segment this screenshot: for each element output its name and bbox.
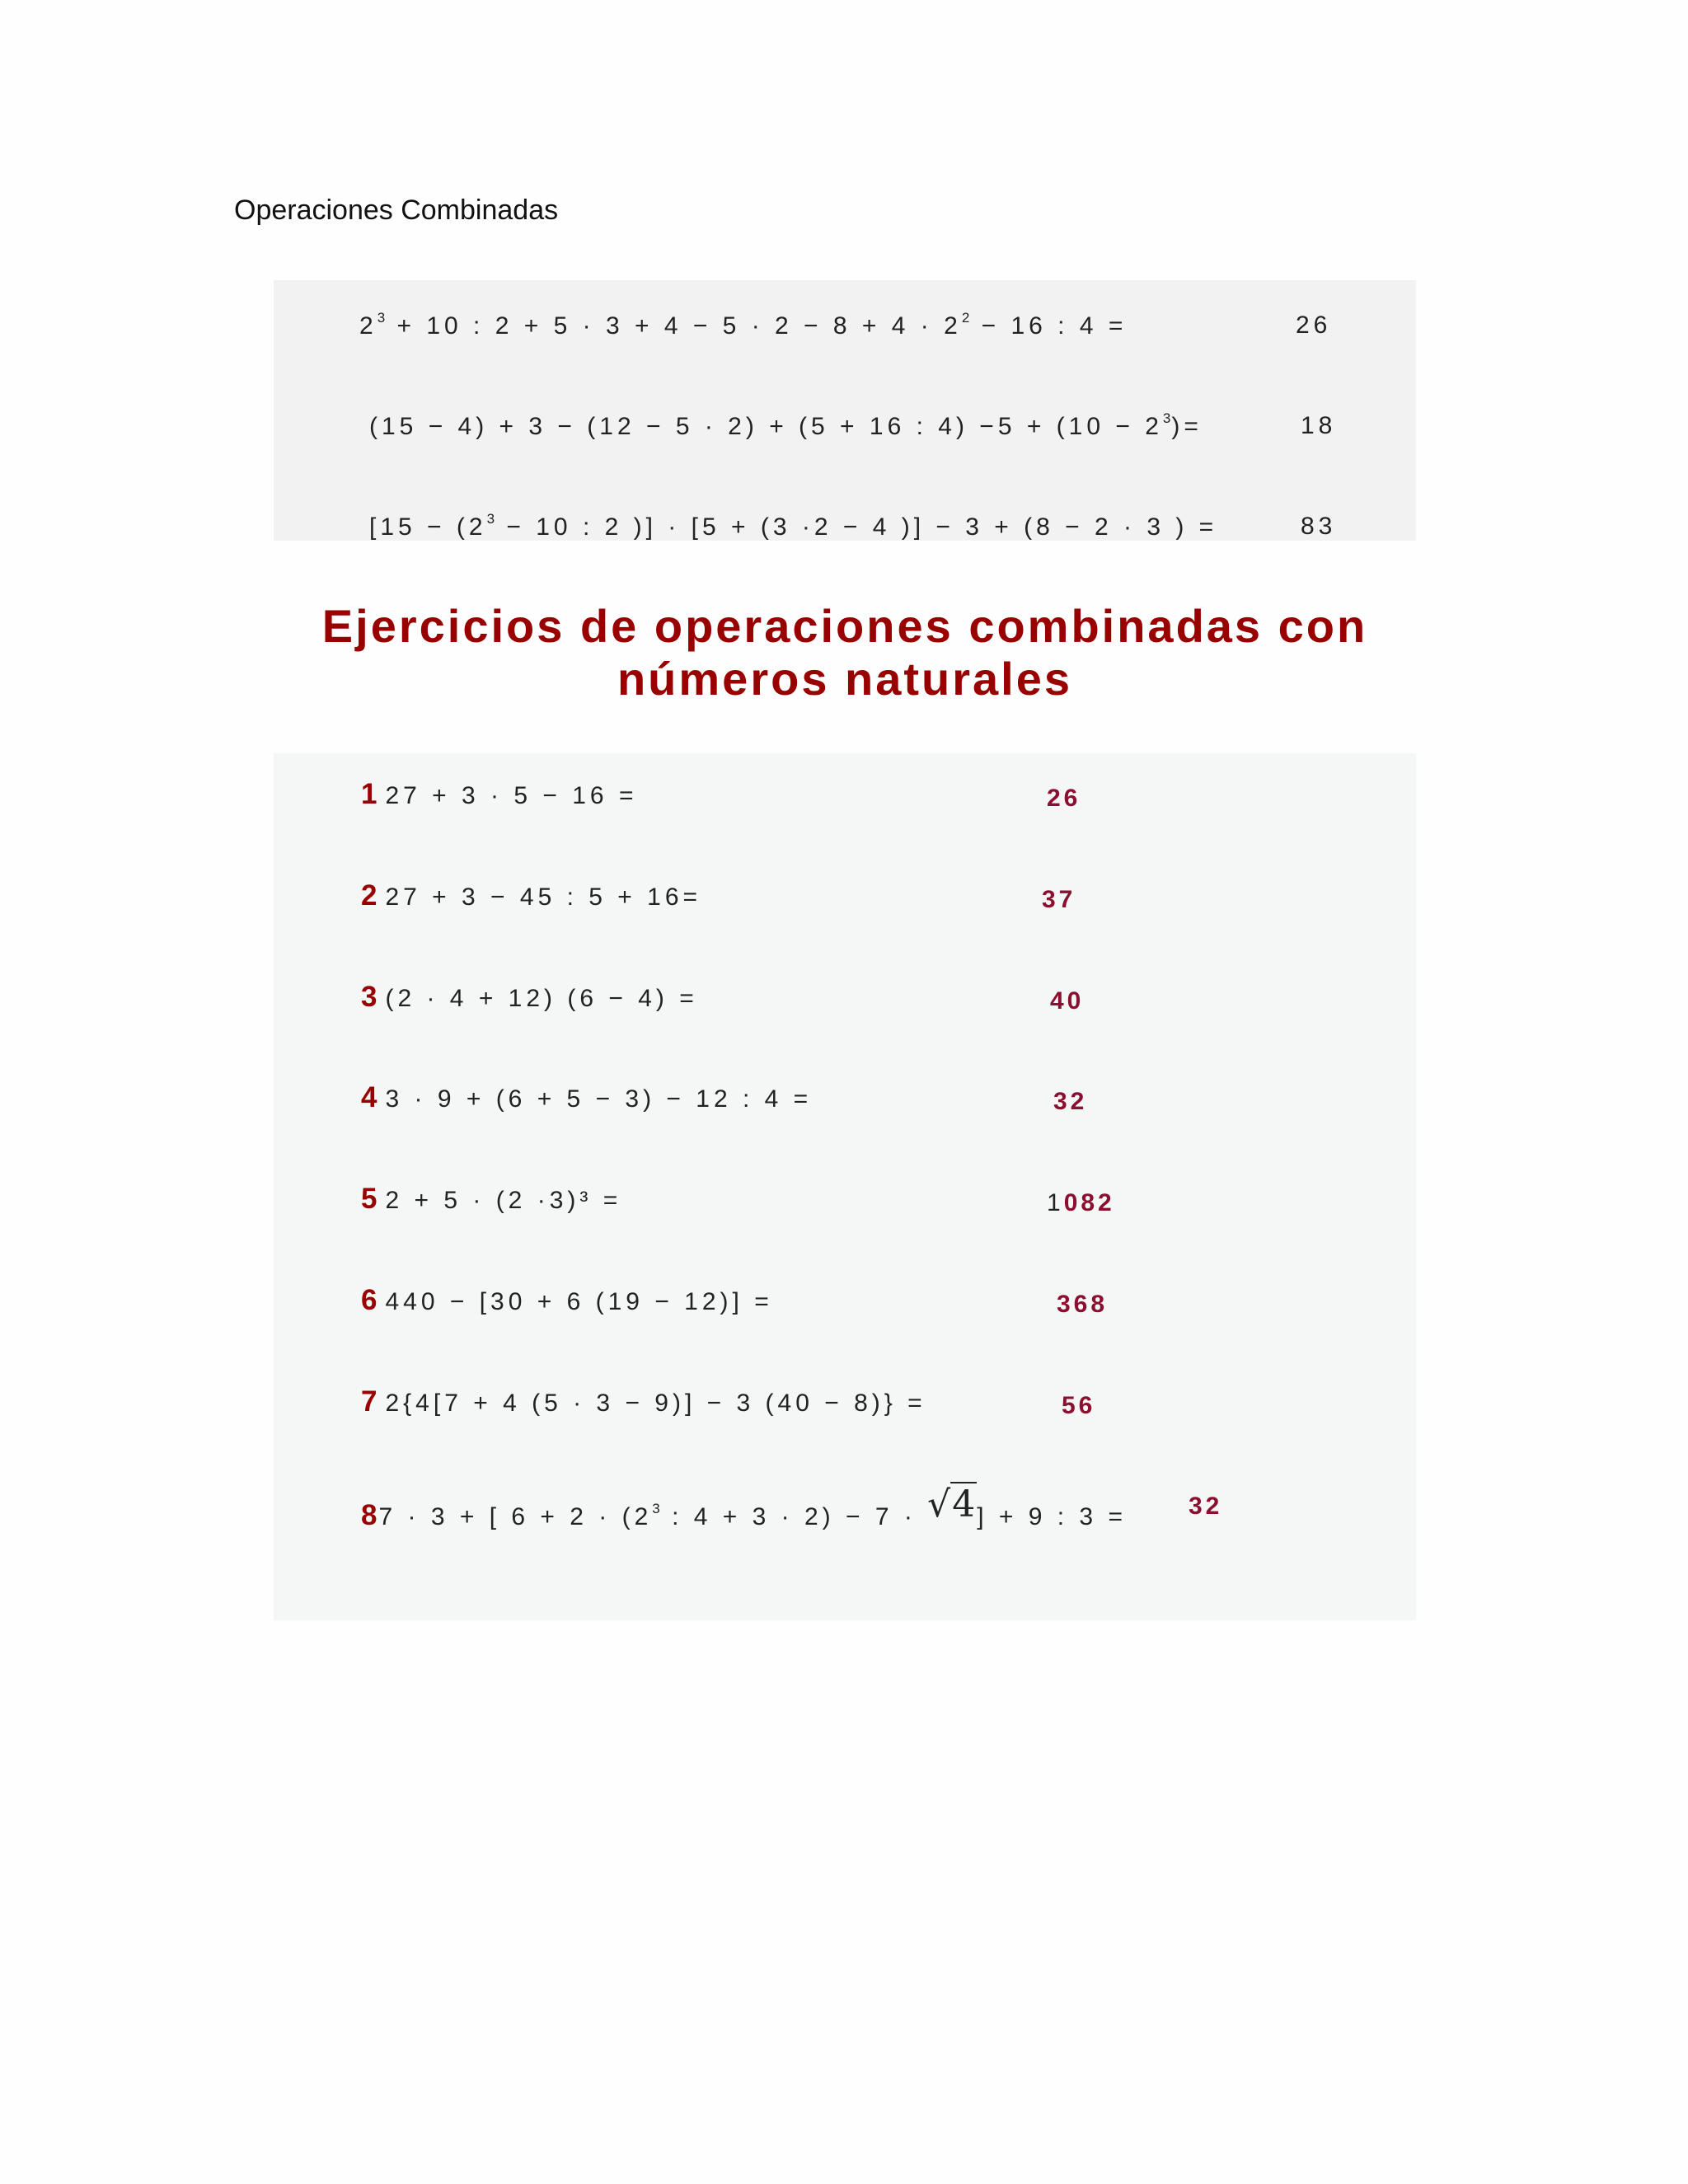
exercise-expression: 2 + 5 · (2 ·3)³ = <box>385 1187 622 1214</box>
exercise-number: 7 <box>361 1385 377 1418</box>
exponent: 3 <box>652 1501 661 1516</box>
exercise-answer-3: 40 <box>1050 987 1085 1015</box>
exercise-row-4 <box>361 1081 812 1114</box>
exponent: 2 <box>961 310 971 326</box>
exercise-row-1 <box>361 778 637 811</box>
exponent: 3 <box>377 310 387 326</box>
square-root <box>927 1483 977 1526</box>
exercise-number: 3 <box>361 981 377 1013</box>
exercise-answer-2: 37 <box>1042 886 1076 913</box>
exercise-row-3 <box>361 981 698 1014</box>
exercise-answer-4: 32 <box>1053 1088 1088 1115</box>
expression-text: 7 · 3 + [ 6 + 2 · (2 <box>378 1503 653 1530</box>
expression-text: ] + 9 : 3 = <box>977 1503 1127 1530</box>
top-expression-3 <box>369 511 1217 541</box>
top-answer-3: 83 <box>1301 513 1337 540</box>
expression-text: : 4 + 3 · 2) − 7 · <box>660 1503 928 1530</box>
radicand: 4 <box>952 1483 976 1526</box>
exercise-expression: 440 − [30 + 6 (19 − 12)] = <box>385 1288 773 1315</box>
expression-text: [15 − (2 <box>369 513 487 541</box>
exercise-expression: 27 + 3 − 45 : 5 + 16= <box>385 883 702 911</box>
exercise-number: 8 <box>361 1499 377 1531</box>
exercise-row-8 <box>361 1483 1127 1532</box>
expression-text: (15 − 4) + 3 − (12 − 5 · 2) + (5 + 16 : 4) −5 + (10 − 2 <box>369 413 1163 440</box>
section-heading <box>274 600 1416 705</box>
top-expression-1 <box>359 310 1127 340</box>
expression-text: − 10 : 2 )] · [5 + (3 ·2 − 4 )] − 3 + (8 − 2 · 3 ) = <box>495 513 1218 541</box>
exercise-expression: 2{4[7 + 4 (5 · 3 − 9)] − 3 (40 − 8)} = <box>385 1390 926 1417</box>
expression-text: + 10 : 2 + 5 · 3 + 4 − 5 · 2 − 8 + 4 · 2 <box>386 312 962 340</box>
exercise-answer-7: 56 <box>1062 1392 1096 1419</box>
expression-text: 2 <box>359 312 377 340</box>
top-answer-1: 26 <box>1296 312 1332 339</box>
exercise-answer-5 <box>1047 1189 1115 1217</box>
exercise-row-5 <box>361 1183 621 1216</box>
answer-digits: 082 <box>1063 1189 1115 1216</box>
radical-sign: √ <box>927 1483 951 1526</box>
exercise-expression: 3 · 9 + (6 + 5 − 3) − 12 : 4 = <box>385 1085 813 1113</box>
exercise-expression <box>378 1483 1127 1530</box>
exercise-row-6 <box>361 1284 773 1317</box>
exercise-expression: 27 + 3 · 5 − 16 = <box>385 782 638 809</box>
exercise-answer-6: 368 <box>1057 1291 1109 1318</box>
exercise-number: 4 <box>361 1081 377 1113</box>
exponent: 3 <box>486 511 496 527</box>
exercise-row-7 <box>361 1385 926 1418</box>
exercise-expression: (2 · 4 + 12) (6 − 4) = <box>385 985 698 1012</box>
exercise-number: 6 <box>361 1284 377 1316</box>
top-answer-2: 18 <box>1301 412 1337 439</box>
exercise-number: 5 <box>361 1183 377 1215</box>
answer-leading-digit: 1 <box>1047 1189 1064 1216</box>
exercise-number: 1 <box>361 778 377 810</box>
exponent: 3 <box>1162 410 1172 426</box>
top-expression-2 <box>369 410 1203 441</box>
expression-text: )= <box>1171 413 1203 440</box>
exercise-row-2 <box>361 879 701 912</box>
heading-line-2: números naturales <box>617 653 1073 705</box>
document-title: Operaciones Combinadas <box>234 194 559 226</box>
heading-line-1: Ejercicios de operaciones combinadas con <box>321 600 1368 652</box>
exercise-answer-1: 26 <box>1047 785 1081 812</box>
expression-text: − 16 : 4 = <box>970 312 1128 340</box>
exercise-number: 2 <box>361 879 377 912</box>
exercise-answer-8: 32 <box>1189 1493 1223 1520</box>
